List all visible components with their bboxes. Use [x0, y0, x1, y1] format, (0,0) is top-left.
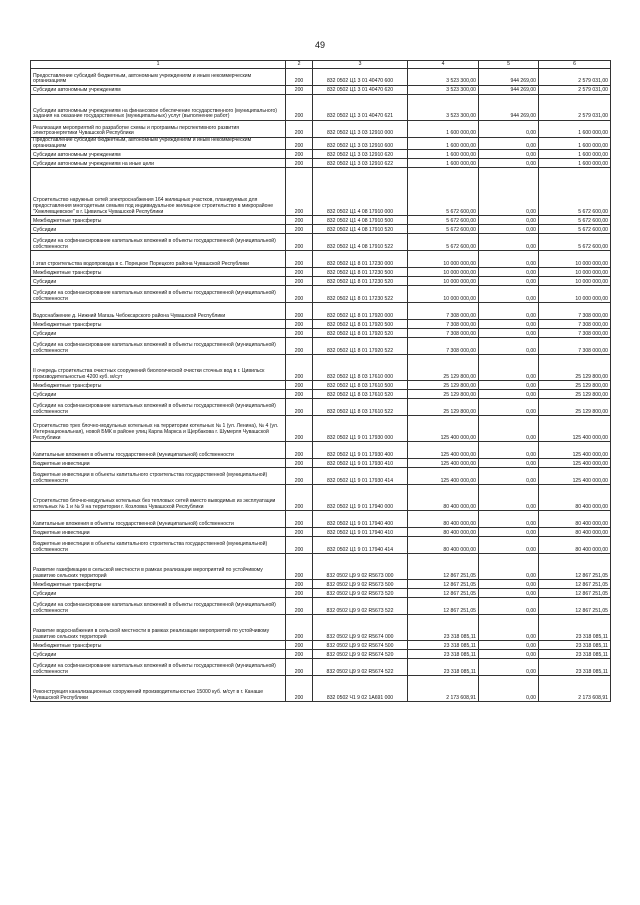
- row-amount-cell: 5 672 600,00: [408, 234, 479, 251]
- row-name-cell: Реконструкция канализационных сооружений производительностью 15000 куб. м/сут в г. Канаше Чувашской Республики: [31, 676, 286, 702]
- row-change-cell: 0,00: [479, 251, 539, 268]
- row-code-cell: 832 0502 Ц1 9 01 17940 410: [313, 528, 408, 537]
- row-total-cell: 25 129 800,00: [539, 399, 611, 416]
- row-total-cell: 1 600 000,00: [539, 159, 611, 168]
- row-total-cell: 80 400 000,00: [539, 511, 611, 528]
- row-total-cell: 125 400 000,00: [539, 459, 611, 468]
- row-change-cell: 0,00: [479, 338, 539, 355]
- row-section-cell: 200: [286, 485, 313, 511]
- row-name-cell: Субсидии на софинансирование капитальных вложений в объекты государственной (муниципальной) собственности: [31, 659, 286, 676]
- row-change-cell: 0,00: [479, 277, 539, 286]
- row-code-cell: 832 0502 Ц1 4 08 17910 500: [313, 216, 408, 225]
- row-code-cell: 832 0502 Ц1 8 01 17920 500: [313, 320, 408, 329]
- row-name-cell: I этап строительства водопровода в с. Порецкое Порецкого района Чувашской Республики: [31, 251, 286, 268]
- row-section-cell: 200: [286, 320, 313, 329]
- row-total-cell: 1 600 000,00: [539, 150, 611, 159]
- row-total-cell: 7 308 000,00: [539, 303, 611, 320]
- row-amount-cell: 3 523 300,00: [408, 86, 479, 95]
- row-code-cell: 832 0502 Ц1 8 01 17230 000: [313, 251, 408, 268]
- row-amount-cell: 7 308 000,00: [408, 338, 479, 355]
- row-change-cell: 0,00: [479, 442, 539, 459]
- row-change-cell: 0,00: [479, 485, 539, 511]
- row-code-cell: 832 0502 Ц9 9 02 R5673 520: [313, 589, 408, 598]
- row-amount-cell: 5 672 600,00: [408, 168, 479, 216]
- row-name-cell: Капитальные вложения в объекты государственной (муниципальной) собственности: [31, 511, 286, 528]
- row-total-cell: 2 579 031,00: [539, 95, 611, 121]
- row-section-cell: 200: [286, 641, 313, 650]
- row-name-cell: Бюджетные инвестиции в объекты капитального строительства государственной (муниципальной) собственности: [31, 468, 286, 485]
- row-total-cell: 25 129 800,00: [539, 381, 611, 390]
- row-total-cell: 10 000 000,00: [539, 268, 611, 277]
- row-amount-cell: 80 400 000,00: [408, 537, 479, 554]
- row-code-cell: 832 0502 Ц1 3 03 12910 600: [313, 138, 408, 150]
- row-change-cell: 0,00: [479, 159, 539, 168]
- row-code-cell: 832 0502 Ч1 9 02 1А691 000: [313, 676, 408, 702]
- row-name-cell: Межбюджетные трансферты: [31, 381, 286, 390]
- row-total-cell: 23 318 085,11: [539, 641, 611, 650]
- row-name-cell: Предоставление субсидий бюджетным, автономным учреждениям и иным некоммерческим организациям: [31, 69, 286, 86]
- row-total-cell: 1 600 000,00: [539, 138, 611, 150]
- table-row: [31, 390, 611, 399]
- row-total-cell: 12 867 251,05: [539, 580, 611, 589]
- row-change-cell: 0,00: [479, 537, 539, 554]
- row-name-cell: Реализация мероприятий по разработке схемы и программы перспективного развития электроэнергетики Чувашской Республики: [31, 121, 286, 138]
- row-amount-cell: 5 672 600,00: [408, 225, 479, 234]
- row-code-cell: 832 0502 Ц1 8 01 17230 500: [313, 268, 408, 277]
- row-amount-cell: 125 400 000,00: [408, 459, 479, 468]
- row-section-cell: 200: [286, 528, 313, 537]
- row-code-cell: 832 0502 Ц1 9 01 17930 410: [313, 459, 408, 468]
- row-total-cell: 125 400 000,00: [539, 442, 611, 459]
- row-section-cell: 200: [286, 168, 313, 216]
- row-section-cell: 200: [286, 268, 313, 277]
- row-amount-cell: 23 318 085,11: [408, 615, 479, 641]
- row-total-cell: 2 173 608,91: [539, 676, 611, 702]
- row-code-cell: 832 0502 Ц1 9 01 17930 000: [313, 416, 408, 442]
- row-total-cell: 7 308 000,00: [539, 329, 611, 338]
- row-change-cell: 0,00: [479, 641, 539, 650]
- row-amount-cell: 23 318 085,11: [408, 650, 479, 659]
- row-amount-cell: 3 523 300,00: [408, 95, 479, 121]
- row-section-cell: 200: [286, 381, 313, 390]
- row-amount-cell: 1 600 000,00: [408, 150, 479, 159]
- table-row: [31, 650, 611, 659]
- table-row: [31, 676, 611, 702]
- row-section-cell: 200: [286, 303, 313, 320]
- row-amount-cell: 23 318 085,11: [408, 641, 479, 650]
- table-row: [31, 338, 611, 355]
- row-amount-cell: 5 672 600,00: [408, 216, 479, 225]
- table-row: [31, 159, 611, 168]
- row-code-cell: 832 0502 Ц1 8 01 17920 000: [313, 303, 408, 320]
- row-total-cell: 25 129 800,00: [539, 355, 611, 381]
- row-change-cell: 0,00: [479, 399, 539, 416]
- row-code-cell: 832 0502 Ц1 3 01 40470 600: [313, 69, 408, 86]
- row-section-cell: 200: [286, 442, 313, 459]
- row-name-cell: Субсидии на софинансирование капитальных вложений в объекты государственной (муниципальной) собственности: [31, 286, 286, 303]
- row-section-cell: 200: [286, 225, 313, 234]
- row-total-cell: 5 672 600,00: [539, 168, 611, 216]
- row-section-cell: 200: [286, 416, 313, 442]
- table-header-row: [31, 61, 611, 69]
- row-amount-cell: 125 400 000,00: [408, 442, 479, 459]
- row-amount-cell: 25 129 800,00: [408, 399, 479, 416]
- row-total-cell: 7 308 000,00: [539, 338, 611, 355]
- row-code-cell: 832 0502 Ц1 9 01 17940 000: [313, 485, 408, 511]
- row-section-cell: 200: [286, 138, 313, 150]
- table-row: [31, 225, 611, 234]
- row-change-cell: 0,00: [479, 589, 539, 598]
- row-section-cell: 200: [286, 277, 313, 286]
- row-change-cell: 0,00: [479, 659, 539, 676]
- table-row: [31, 641, 611, 650]
- row-amount-cell: 1 600 000,00: [408, 121, 479, 138]
- row-name-cell: II очередь строительства очистных сооружений биологической очистки сточных вод в г. Цивильск производительностью 4200 куб. м/сут: [31, 355, 286, 381]
- row-section-cell: 200: [286, 468, 313, 485]
- table-row: [31, 69, 611, 86]
- row-code-cell: 832 0502 Ц1 3 01 40470 621: [313, 95, 408, 121]
- row-name-cell: Бюджетные инвестиции: [31, 459, 286, 468]
- row-name-cell: Строительство блочно-модульных котельных без тепловых сетей вместо выводимых из эксплуатации котельных № 1 и № 9 на территории г. Козловка Чувашской Республики: [31, 485, 286, 511]
- row-change-cell: 0,00: [479, 168, 539, 216]
- row-code-cell: 832 0502 Ц1 8 01 17920 522: [313, 338, 408, 355]
- row-amount-cell: 80 400 000,00: [408, 528, 479, 537]
- row-code-cell: 832 0502 Ц1 8 03 17610 522: [313, 399, 408, 416]
- row-amount-cell: 10 000 000,00: [408, 268, 479, 277]
- table-row: [31, 320, 611, 329]
- row-code-cell: 832 0502 Ц1 8 03 17610 500: [313, 381, 408, 390]
- table-row: [31, 485, 611, 511]
- row-section-cell: 200: [286, 659, 313, 676]
- row-change-cell: 0,00: [479, 615, 539, 641]
- table-row: [31, 659, 611, 676]
- table-row: [31, 234, 611, 251]
- row-code-cell: 832 0502 Ц1 9 01 17940 400: [313, 511, 408, 528]
- column-header: 3: [313, 61, 408, 69]
- row-name-cell: Строительство трех блочно-модульных котельных на территории котельных № 1 (ул. Ленина), № 4 (ул. Интернациональная), новой БМК в районе улиц Карла Маркса и Щербакова г. Шумерля Чувашской Республики: [31, 416, 286, 442]
- row-total-cell: 10 000 000,00: [539, 277, 611, 286]
- table-row: [31, 121, 611, 138]
- row-code-cell: 832 0502 Ц1 9 01 17930 400: [313, 442, 408, 459]
- row-name-cell: Субсидии автономным учреждениям на иные цели: [31, 159, 286, 168]
- row-name-cell: Субсидии автономным учреждениям: [31, 86, 286, 95]
- row-change-cell: 0,00: [479, 650, 539, 659]
- row-change-cell: 0,00: [479, 286, 539, 303]
- table-row: [31, 138, 611, 150]
- row-code-cell: 832 0502 Ц1 4 08 17910 522: [313, 234, 408, 251]
- row-amount-cell: 12 867 251,05: [408, 580, 479, 589]
- column-header: 5: [479, 61, 539, 69]
- row-code-cell: 832 0502 Ц9 9 02 R5674 520: [313, 650, 408, 659]
- row-total-cell: 12 867 251,05: [539, 554, 611, 580]
- row-total-cell: 1 600 000,00: [539, 121, 611, 138]
- row-code-cell: 832 0502 Ц1 3 03 12910 000: [313, 121, 408, 138]
- row-name-cell: Межбюджетные трансферты: [31, 641, 286, 650]
- row-change-cell: 0,00: [479, 381, 539, 390]
- row-change-cell: 0,00: [479, 121, 539, 138]
- row-amount-cell: 125 400 000,00: [408, 416, 479, 442]
- row-amount-cell: 25 129 800,00: [408, 381, 479, 390]
- row-total-cell: 12 867 251,05: [539, 589, 611, 598]
- row-name-cell: Бюджетные инвестиции: [31, 528, 286, 537]
- row-total-cell: 23 318 085,11: [539, 659, 611, 676]
- row-code-cell: 832 0502 Ц9 9 02 R5673 000: [313, 554, 408, 580]
- row-name-cell: Субсидии на софинансирование капитальных вложений в объекты государственной (муниципальной) собственности: [31, 399, 286, 416]
- row-name-cell: Водоснабжение д. Нижний Магазь Чебоксарского района Чувашской Республики: [31, 303, 286, 320]
- row-change-cell: 944 269,00: [479, 69, 539, 86]
- row-name-cell: Субсидии на софинансирование капитальных вложений в объекты государственной (муниципальной) собственности: [31, 338, 286, 355]
- row-total-cell: 125 400 000,00: [539, 416, 611, 442]
- table-row: [31, 303, 611, 320]
- row-section-cell: 200: [286, 86, 313, 95]
- row-name-cell: Субсидии: [31, 589, 286, 598]
- row-change-cell: 0,00: [479, 554, 539, 580]
- table-row: [31, 468, 611, 485]
- row-name-cell: Межбюджетные трансферты: [31, 216, 286, 225]
- table-row: [31, 381, 611, 390]
- row-amount-cell: 10 000 000,00: [408, 277, 479, 286]
- row-total-cell: 80 400 000,00: [539, 537, 611, 554]
- row-change-cell: 0,00: [479, 268, 539, 277]
- row-name-cell: Строительство наружных сетей электроснабжения 164 жилищных участков, планируемых для предоставления многодетным семьям под индивидуальное жилищное строительство в микрорайоне "Хмелевщевское" в г. Цивильск Чувашской Республики: [31, 168, 286, 216]
- row-code-cell: 832 0502 Ц1 8 03 17610 520: [313, 390, 408, 399]
- row-total-cell: 2 579 031,00: [539, 69, 611, 86]
- row-change-cell: 0,00: [479, 416, 539, 442]
- table-row: [31, 286, 611, 303]
- row-total-cell: 12 867 251,05: [539, 598, 611, 615]
- row-code-cell: 832 0502 Ц9 9 02 R5674 522: [313, 659, 408, 676]
- row-name-cell: Межбюджетные трансферты: [31, 320, 286, 329]
- row-section-cell: 200: [286, 650, 313, 659]
- row-change-cell: 0,00: [479, 355, 539, 381]
- column-header: 6: [539, 61, 611, 69]
- row-code-cell: 832 0502 Ц1 4 08 17910 000: [313, 168, 408, 216]
- row-total-cell: 80 400 000,00: [539, 485, 611, 511]
- table-row: [31, 511, 611, 528]
- row-change-cell: 0,00: [479, 676, 539, 702]
- row-section-cell: 200: [286, 234, 313, 251]
- row-total-cell: 125 400 000,00: [539, 468, 611, 485]
- table-row: [31, 442, 611, 459]
- table-row: [31, 615, 611, 641]
- budget-table: [30, 60, 611, 702]
- table-row: [31, 86, 611, 95]
- row-code-cell: 832 0502 Ц1 3 01 40470 620: [313, 86, 408, 95]
- row-section-cell: 200: [286, 554, 313, 580]
- row-code-cell: 832 0502 Ц1 8 03 17610 000: [313, 355, 408, 381]
- row-total-cell: 80 400 000,00: [539, 528, 611, 537]
- row-change-cell: 0,00: [479, 150, 539, 159]
- row-name-cell: Субсидии: [31, 650, 286, 659]
- table-row: [31, 537, 611, 554]
- page-number: 49: [314, 40, 325, 50]
- row-change-cell: 0,00: [479, 390, 539, 399]
- row-name-cell: Бюджетные инвестиции в объекты капитального строительства государственной (муниципальной) собственности: [31, 537, 286, 554]
- column-header: 2: [286, 61, 313, 69]
- table-row: [31, 168, 611, 216]
- row-section-cell: 200: [286, 537, 313, 554]
- table-row: [31, 416, 611, 442]
- row-amount-cell: 7 308 000,00: [408, 303, 479, 320]
- row-name-cell: Развитие водоснабжения в сельской местности в рамках реализации мероприятий по устойчивому развитию сельских территорий: [31, 615, 286, 641]
- row-name-cell: Развитие газификации в сельской местности в рамках реализации мероприятий по устойчивому развитию сельских территорий: [31, 554, 286, 580]
- row-total-cell: 7 308 000,00: [539, 320, 611, 329]
- row-name-cell: Межбюджетные трансферты: [31, 580, 286, 589]
- row-change-cell: 0,00: [479, 216, 539, 225]
- row-amount-cell: 80 400 000,00: [408, 511, 479, 528]
- table-row: [31, 268, 611, 277]
- row-section-cell: 200: [286, 159, 313, 168]
- row-name-cell: Субсидии автономным учреждениям: [31, 150, 286, 159]
- row-amount-cell: 25 129 800,00: [408, 390, 479, 399]
- row-section-cell: 200: [286, 390, 313, 399]
- row-change-cell: 0,00: [479, 303, 539, 320]
- row-amount-cell: 25 129 800,00: [408, 355, 479, 381]
- row-total-cell: 5 672 600,00: [539, 225, 611, 234]
- row-amount-cell: 10 000 000,00: [408, 286, 479, 303]
- row-code-cell: 832 0502 Ц1 3 03 12910 620: [313, 150, 408, 159]
- column-header: 1: [31, 61, 286, 69]
- table-row: [31, 216, 611, 225]
- row-section-cell: 200: [286, 69, 313, 86]
- table-row: [31, 399, 611, 416]
- row-change-cell: 0,00: [479, 598, 539, 615]
- row-change-cell: 0,00: [479, 138, 539, 150]
- row-amount-cell: 12 867 251,05: [408, 554, 479, 580]
- row-amount-cell: 10 000 000,00: [408, 251, 479, 268]
- row-section-cell: 200: [286, 121, 313, 138]
- table-row: [31, 554, 611, 580]
- row-section-cell: 200: [286, 399, 313, 416]
- row-name-cell: Капитальные вложения в объекты государственной (муниципальной) собственности: [31, 442, 286, 459]
- row-change-cell: 0,00: [479, 528, 539, 537]
- row-change-cell: 0,00: [479, 320, 539, 329]
- row-name-cell: Субсидии автономным учреждениям на финансовое обеспечение государственного (муниципального) задания на оказание государственных (муниципальных) услуг (выполнение работ): [31, 95, 286, 121]
- table-row: [31, 95, 611, 121]
- row-code-cell: 832 0502 Ц1 3 03 12910 622: [313, 159, 408, 168]
- column-header: 4: [408, 61, 479, 69]
- row-code-cell: 832 0502 Ц9 9 02 R5673 500: [313, 580, 408, 589]
- row-section-cell: 200: [286, 676, 313, 702]
- row-amount-cell: 80 400 000,00: [408, 485, 479, 511]
- row-change-cell: 0,00: [479, 511, 539, 528]
- table-row: [31, 150, 611, 159]
- row-section-cell: 200: [286, 459, 313, 468]
- row-section-cell: 200: [286, 251, 313, 268]
- row-section-cell: 200: [286, 216, 313, 225]
- table-row: [31, 528, 611, 537]
- table-row: [31, 580, 611, 589]
- row-change-cell: 0,00: [479, 329, 539, 338]
- row-section-cell: 200: [286, 338, 313, 355]
- table-row: [31, 329, 611, 338]
- row-section-cell: 200: [286, 150, 313, 159]
- row-amount-cell: 2 173 608,91: [408, 676, 479, 702]
- row-total-cell: 23 318 085,11: [539, 615, 611, 641]
- row-amount-cell: 12 867 251,05: [408, 598, 479, 615]
- table-row: [31, 355, 611, 381]
- table-row: [31, 459, 611, 468]
- row-change-cell: 0,00: [479, 468, 539, 485]
- row-section-cell: 200: [286, 589, 313, 598]
- row-section-cell: 200: [286, 615, 313, 641]
- row-total-cell: 10 000 000,00: [539, 251, 611, 268]
- row-section-cell: 200: [286, 286, 313, 303]
- row-name-cell: Предоставление субсидий бюджетным, автономным учреждениям и иным некоммерческим организациям: [31, 138, 286, 150]
- row-code-cell: 832 0502 Ц1 8 01 17920 520: [313, 329, 408, 338]
- row-section-cell: 200: [286, 511, 313, 528]
- table-row: [31, 277, 611, 286]
- row-total-cell: 5 672 600,00: [539, 234, 611, 251]
- row-change-cell: 0,00: [479, 234, 539, 251]
- row-amount-cell: 1 600 000,00: [408, 159, 479, 168]
- row-change-cell: 944 269,00: [479, 95, 539, 121]
- row-total-cell: 23 318 085,11: [539, 650, 611, 659]
- row-total-cell: 5 672 600,00: [539, 216, 611, 225]
- row-change-cell: 0,00: [479, 580, 539, 589]
- row-code-cell: 832 0502 Ц1 9 01 17930 414: [313, 468, 408, 485]
- row-name-cell: Субсидии: [31, 277, 286, 286]
- row-amount-cell: 1 600 000,00: [408, 138, 479, 150]
- row-code-cell: 832 0502 Ц9 9 02 R5674 000: [313, 615, 408, 641]
- row-amount-cell: 12 867 251,05: [408, 589, 479, 598]
- row-code-cell: 832 0502 Ц9 9 02 R5673 522: [313, 598, 408, 615]
- row-amount-cell: 125 400 000,00: [408, 468, 479, 485]
- row-code-cell: 832 0502 Ц1 9 01 17940 414: [313, 537, 408, 554]
- row-code-cell: 832 0502 Ц1 8 01 17230 520: [313, 277, 408, 286]
- row-code-cell: 832 0502 Ц9 9 02 R5674 500: [313, 641, 408, 650]
- row-section-cell: 200: [286, 580, 313, 589]
- row-amount-cell: 7 308 000,00: [408, 320, 479, 329]
- row-code-cell: 832 0502 Ц1 4 08 17910 520: [313, 225, 408, 234]
- row-total-cell: 25 129 800,00: [539, 390, 611, 399]
- row-section-cell: 200: [286, 598, 313, 615]
- table-row: [31, 251, 611, 268]
- row-total-cell: 2 579 031,00: [539, 86, 611, 95]
- row-amount-cell: 3 523 300,00: [408, 69, 479, 86]
- row-section-cell: 200: [286, 329, 313, 338]
- row-change-cell: 0,00: [479, 459, 539, 468]
- row-name-cell: Субсидии на софинансирование капитальных вложений в объекты государственной (муниципальной) собственности: [31, 234, 286, 251]
- row-name-cell: Субсидии: [31, 225, 286, 234]
- row-amount-cell: 7 308 000,00: [408, 329, 479, 338]
- row-amount-cell: 23 318 085,11: [408, 659, 479, 676]
- row-change-cell: 944 269,00: [479, 86, 539, 95]
- row-name-cell: Субсидии: [31, 329, 286, 338]
- row-section-cell: 200: [286, 355, 313, 381]
- table-row: [31, 598, 611, 615]
- row-change-cell: 0,00: [479, 225, 539, 234]
- row-total-cell: 10 000 000,00: [539, 286, 611, 303]
- row-name-cell: Субсидии на софинансирование капитальных вложений в объекты государственной (муниципальной) собственности: [31, 598, 286, 615]
- table-row: [31, 589, 611, 598]
- row-code-cell: 832 0502 Ц1 8 01 17230 522: [313, 286, 408, 303]
- row-name-cell: Субсидии: [31, 390, 286, 399]
- row-name-cell: Межбюджетные трансферты: [31, 268, 286, 277]
- row-section-cell: 200: [286, 95, 313, 121]
